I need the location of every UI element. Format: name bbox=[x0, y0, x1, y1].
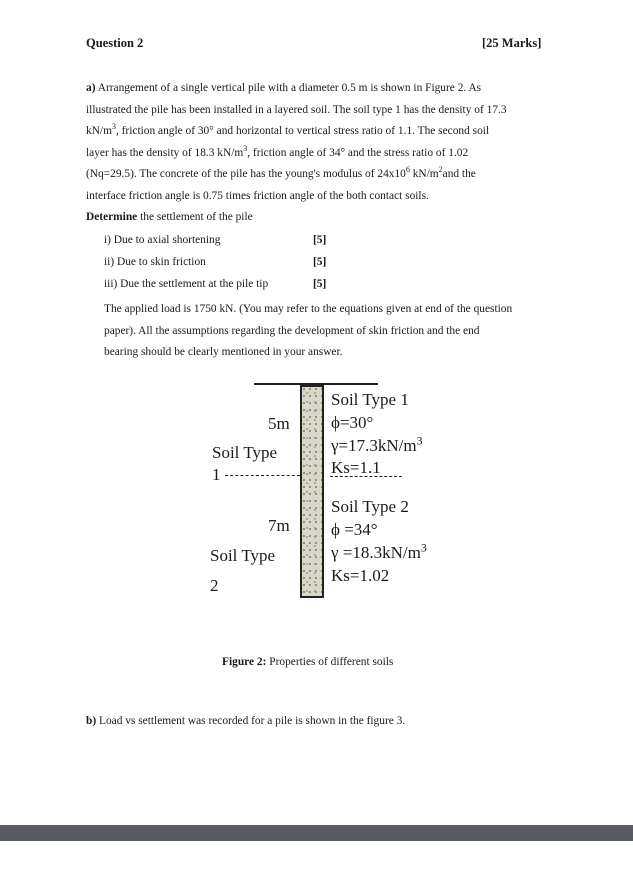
superscript: 3 bbox=[420, 540, 427, 555]
part-a-label: a) bbox=[86, 82, 96, 94]
determine-bold: Determine bbox=[86, 211, 138, 223]
soil-type-1-left-number: 1 bbox=[212, 465, 221, 484]
soil-2-phi: ϕ =34° bbox=[331, 520, 378, 539]
superscript: 3 bbox=[243, 143, 248, 153]
figure-caption bbox=[222, 656, 393, 668]
soil-type-2-left-label: Soil Type bbox=[210, 546, 276, 565]
item-mark: [5] bbox=[313, 234, 327, 246]
text-segment: γ=17.3kN/m bbox=[331, 436, 417, 455]
text-segment: γ =18.3kN/m bbox=[331, 543, 421, 562]
item-skin-friction: ii) Due to skin friction bbox=[104, 256, 206, 268]
depth-5m-label: 5m bbox=[268, 414, 290, 433]
superscript: 3 bbox=[416, 433, 423, 448]
soil-1-phi: ϕ=30° bbox=[331, 413, 374, 432]
part-b-label: b) bbox=[86, 715, 97, 727]
part-a-line-4 bbox=[86, 143, 549, 165]
caption-bold: Figure 2: bbox=[222, 656, 267, 668]
applied-load-paragraph bbox=[104, 299, 549, 364]
depth-7m-label: 7m bbox=[268, 516, 290, 535]
bottom-strip bbox=[0, 841, 633, 872]
superscript: 6 bbox=[405, 165, 410, 175]
item-pile-tip: iii) Due the settlement at the pile tip bbox=[104, 278, 269, 290]
text-segment: (Nq=29.5). The concrete of the pile has the young's modulus of 24x10 bbox=[86, 168, 406, 180]
applied-line-3: bearing should be clearly mentioned in your answer. bbox=[104, 346, 343, 358]
part-a-line-1 bbox=[86, 78, 549, 100]
caption-text: Properties of different soils bbox=[266, 656, 394, 668]
text-segment: kN/m bbox=[86, 125, 112, 137]
soil-1-ks: Ks=1.1 bbox=[331, 458, 381, 477]
superscript: 3 bbox=[111, 122, 116, 132]
part-a-line-5 bbox=[86, 164, 549, 186]
soil-type-2-left-number: 2 bbox=[210, 576, 219, 595]
soil-2-ks: Ks=1.02 bbox=[331, 566, 390, 585]
applied-line-2: paper). All the assumptions regarding the development of skin friction and the end bbox=[104, 324, 480, 337]
question-marks: [25 Marks] bbox=[482, 36, 542, 50]
text-segment: the settlement of the pile bbox=[137, 211, 253, 223]
part-a-line-3 bbox=[86, 121, 549, 143]
soil-type-1-left-label: Soil Type bbox=[212, 443, 278, 462]
text-segment: , friction angle of 34° and the stress ratio of 1.02 bbox=[247, 146, 469, 159]
item-axial-shortening: i) Due to axial shortening bbox=[104, 234, 221, 246]
question-title: Question 2 bbox=[86, 36, 144, 50]
part-a-line-6: interface friction angle is 0.75 times friction angle of the both contact soils. bbox=[86, 189, 429, 202]
applied-line-1: The applied load is 1750 kN. (You may refer to the equations given at end of the question bbox=[104, 303, 513, 315]
text-segment: , friction angle of 30° and horizontal to vertical stress ratio of 1.1. The second soil bbox=[115, 125, 490, 137]
soil-1-title: Soil Type 1 bbox=[331, 390, 409, 409]
item-mark: [5] bbox=[313, 256, 327, 268]
part-b-line bbox=[86, 715, 405, 727]
item-mark: [5] bbox=[313, 278, 327, 290]
part-a-line-2: illustrated the pile has been installed in a layered soil. The soil type 1 has the density of 17.3 bbox=[86, 103, 507, 116]
part-a-paragraph bbox=[86, 78, 549, 229]
pile-diagram bbox=[300, 385, 324, 598]
text-segment: and the bbox=[442, 168, 476, 180]
superscript: 2 bbox=[438, 165, 443, 175]
text-line: Arrangement of a single vertical pile with a diameter 0.5 m is shown in Figure 2. As bbox=[97, 82, 482, 94]
determine-line bbox=[86, 207, 549, 229]
soil-2-gamma bbox=[331, 540, 427, 563]
text-segment: layer has the density of 18.3 kN/m bbox=[86, 146, 244, 159]
text-segment: kN/m bbox=[409, 168, 439, 180]
bottom-bar bbox=[0, 825, 633, 841]
soil-2-title: Soil Type 2 bbox=[331, 497, 409, 516]
soil-1-gamma bbox=[331, 433, 423, 456]
part-b-text: Load vs settlement was recorded for a pile is shown in the figure 3. bbox=[96, 715, 406, 727]
layer-boundary-left bbox=[225, 475, 300, 476]
